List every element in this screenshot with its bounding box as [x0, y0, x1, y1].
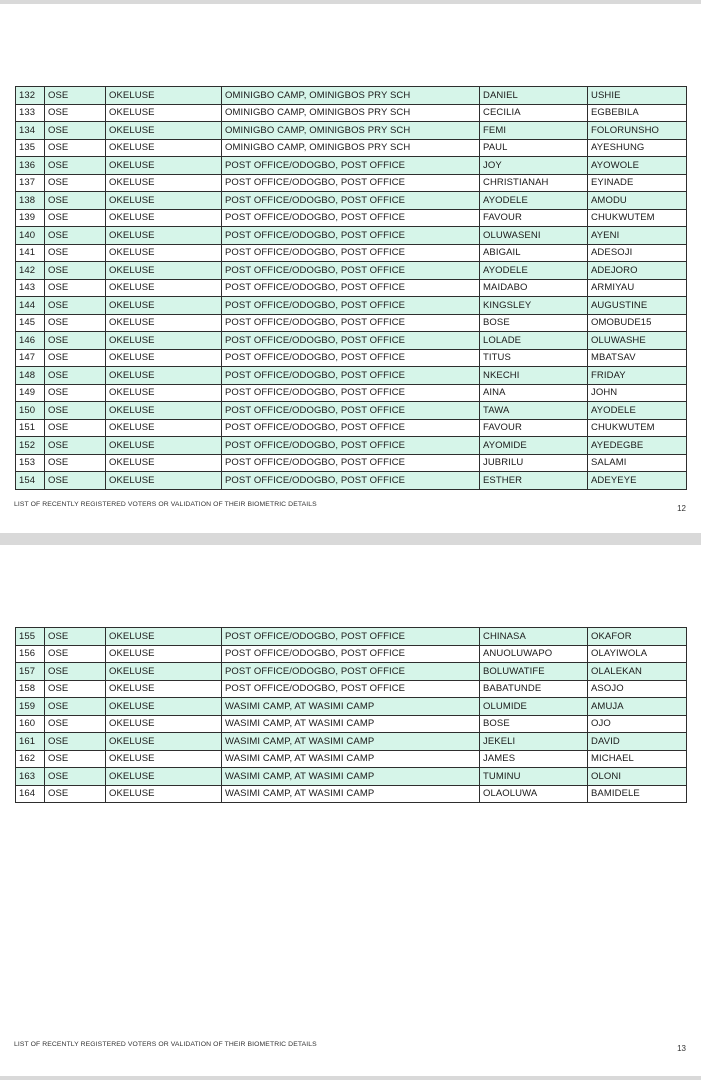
lga-cell: OSE	[45, 437, 106, 455]
first-name-cell: ABIGAIL	[480, 244, 588, 262]
lga-cell: OSE	[45, 698, 106, 716]
polling-unit-cell: POST OFFICE/ODOGBO, POST OFFICE	[222, 227, 480, 245]
ward-cell: OKELUSE	[106, 663, 222, 681]
table-row	[16, 715, 687, 733]
serial-number: 164	[16, 785, 45, 803]
last-name-cell: AUGUSTINE	[588, 297, 687, 315]
table-row	[16, 227, 687, 245]
page-number: 13	[677, 1044, 686, 1053]
last-name-cell: FOLORUNSHO	[588, 122, 687, 140]
ward-cell: OKELUSE	[106, 768, 222, 786]
lga-cell: OSE	[45, 104, 106, 122]
ward-cell: OKELUSE	[106, 645, 222, 663]
serial-number: 144	[16, 297, 45, 315]
first-name-cell: BOSE	[480, 314, 588, 332]
polling-unit-cell: POST OFFICE/ODOGBO, POST OFFICE	[222, 244, 480, 262]
serial-number: 158	[16, 680, 45, 698]
serial-number: 141	[16, 244, 45, 262]
table-row	[16, 174, 687, 192]
polling-unit-cell: POST OFFICE/ODOGBO, POST OFFICE	[222, 437, 480, 455]
lga-cell: OSE	[45, 174, 106, 192]
last-name-cell: BAMIDELE	[588, 785, 687, 803]
polling-unit-cell: POST OFFICE/ODOGBO, POST OFFICE	[222, 663, 480, 681]
polling-unit-cell: OMINIGBO CAMP, OMINIGBOS PRY SCH	[222, 104, 480, 122]
lga-cell: OSE	[45, 227, 106, 245]
first-name-cell: PAUL	[480, 139, 588, 157]
polling-unit-cell: POST OFFICE/ODOGBO, POST OFFICE	[222, 279, 480, 297]
serial-number: 149	[16, 384, 45, 402]
table-row	[16, 663, 687, 681]
ward-cell: OKELUSE	[106, 628, 222, 646]
ward-cell: OKELUSE	[106, 419, 222, 437]
first-name-cell: AYOMIDE	[480, 437, 588, 455]
lga-cell: OSE	[45, 645, 106, 663]
document-page-13	[0, 545, 701, 1076]
lga-cell: OSE	[45, 733, 106, 751]
ward-cell: OKELUSE	[106, 87, 222, 105]
polling-unit-cell: POST OFFICE/ODOGBO, POST OFFICE	[222, 174, 480, 192]
polling-unit-cell: POST OFFICE/ODOGBO, POST OFFICE	[222, 402, 480, 420]
first-name-cell: BOLUWATIFE	[480, 663, 588, 681]
lga-cell: OSE	[45, 332, 106, 350]
table-row	[16, 332, 687, 350]
first-name-cell: JUBRILU	[480, 454, 588, 472]
table-row	[16, 454, 687, 472]
voter-table	[15, 627, 687, 803]
last-name-cell: JOHN	[588, 384, 687, 402]
lga-cell: OSE	[45, 402, 106, 420]
last-name-cell: OLAYIWOLA	[588, 645, 687, 663]
serial-number: 155	[16, 628, 45, 646]
table-row	[16, 279, 687, 297]
lga-cell: OSE	[45, 419, 106, 437]
last-name-cell: FRIDAY	[588, 367, 687, 385]
serial-number: 147	[16, 349, 45, 367]
last-name-cell: OLONI	[588, 768, 687, 786]
table-row	[16, 750, 687, 768]
table-row	[16, 645, 687, 663]
polling-unit-cell: POST OFFICE/ODOGBO, POST OFFICE	[222, 472, 480, 490]
first-name-cell: AYODELE	[480, 192, 588, 210]
ward-cell: OKELUSE	[106, 174, 222, 192]
polling-unit-cell: POST OFFICE/ODOGBO, POST OFFICE	[222, 157, 480, 175]
lga-cell: OSE	[45, 279, 106, 297]
table-row	[16, 139, 687, 157]
polling-unit-cell: POST OFFICE/ODOGBO, POST OFFICE	[222, 209, 480, 227]
polling-unit-cell: WASIMI CAMP, AT WASIMI CAMP	[222, 750, 480, 768]
polling-unit-cell: WASIMI CAMP, AT WASIMI CAMP	[222, 733, 480, 751]
first-name-cell: NKECHI	[480, 367, 588, 385]
page-number: 12	[677, 504, 686, 513]
table-row	[16, 698, 687, 716]
last-name-cell: CHUKWUTEM	[588, 419, 687, 437]
serial-number: 148	[16, 367, 45, 385]
polling-unit-cell: WASIMI CAMP, AT WASIMI CAMP	[222, 785, 480, 803]
voter-table	[15, 86, 687, 490]
polling-unit-cell: POST OFFICE/ODOGBO, POST OFFICE	[222, 680, 480, 698]
serial-number: 150	[16, 402, 45, 420]
serial-number: 138	[16, 192, 45, 210]
page-footer: LIST OF RECENTLY REGISTERED VOTERS OR VALIDATION OF THEIR BIOMETRIC DETAILS	[14, 501, 317, 508]
ward-cell: OKELUSE	[106, 750, 222, 768]
serial-number: 135	[16, 139, 45, 157]
last-name-cell: ADEYEYE	[588, 472, 687, 490]
ward-cell: OKELUSE	[106, 454, 222, 472]
ward-cell: OKELUSE	[106, 332, 222, 350]
table-row	[16, 384, 687, 402]
lga-cell: OSE	[45, 785, 106, 803]
serial-number: 156	[16, 645, 45, 663]
lga-cell: OSE	[45, 297, 106, 315]
lga-cell: OSE	[45, 314, 106, 332]
serial-number: 132	[16, 87, 45, 105]
ward-cell: OKELUSE	[106, 472, 222, 490]
table-row	[16, 472, 687, 490]
table-row	[16, 367, 687, 385]
ward-cell: OKELUSE	[106, 192, 222, 210]
first-name-cell: CHINASA	[480, 628, 588, 646]
lga-cell: OSE	[45, 87, 106, 105]
lga-cell: OSE	[45, 680, 106, 698]
lga-cell: OSE	[45, 262, 106, 280]
polling-unit-cell: POST OFFICE/ODOGBO, POST OFFICE	[222, 454, 480, 472]
polling-unit-cell: POST OFFICE/ODOGBO, POST OFFICE	[222, 367, 480, 385]
first-name-cell: FAVOUR	[480, 419, 588, 437]
serial-number: 160	[16, 715, 45, 733]
last-name-cell: OLALEKAN	[588, 663, 687, 681]
last-name-cell: AYESHUNG	[588, 139, 687, 157]
ward-cell: OKELUSE	[106, 209, 222, 227]
serial-number: 159	[16, 698, 45, 716]
lga-cell: OSE	[45, 715, 106, 733]
serial-number: 157	[16, 663, 45, 681]
last-name-cell: ASOJO	[588, 680, 687, 698]
ward-cell: OKELUSE	[106, 680, 222, 698]
first-name-cell: AYODELE	[480, 262, 588, 280]
polling-unit-cell: POST OFFICE/ODOGBO, POST OFFICE	[222, 314, 480, 332]
ward-cell: OKELUSE	[106, 297, 222, 315]
table-row	[16, 628, 687, 646]
ward-cell: OKELUSE	[106, 402, 222, 420]
last-name-cell: AYODELE	[588, 402, 687, 420]
ward-cell: OKELUSE	[106, 437, 222, 455]
table-row	[16, 157, 687, 175]
lga-cell: OSE	[45, 139, 106, 157]
table-row	[16, 419, 687, 437]
last-name-cell: ARMIYAU	[588, 279, 687, 297]
first-name-cell: FEMI	[480, 122, 588, 140]
table-row	[16, 209, 687, 227]
lga-cell: OSE	[45, 367, 106, 385]
last-name-cell: MBATSAV	[588, 349, 687, 367]
first-name-cell: CECILIA	[480, 104, 588, 122]
serial-number: 146	[16, 332, 45, 350]
lga-cell: OSE	[45, 209, 106, 227]
ward-cell: OKELUSE	[106, 157, 222, 175]
table-row	[16, 104, 687, 122]
serial-number: 136	[16, 157, 45, 175]
ward-cell: OKELUSE	[106, 367, 222, 385]
polling-unit-cell: OMINIGBO CAMP, OMINIGBOS PRY SCH	[222, 139, 480, 157]
table-row	[16, 349, 687, 367]
last-name-cell: SALAMI	[588, 454, 687, 472]
polling-unit-cell: POST OFFICE/ODOGBO, POST OFFICE	[222, 349, 480, 367]
lga-cell: OSE	[45, 192, 106, 210]
last-name-cell: AYEDEGBE	[588, 437, 687, 455]
first-name-cell: TITUS	[480, 349, 588, 367]
polling-unit-cell: POST OFFICE/ODOGBO, POST OFFICE	[222, 645, 480, 663]
first-name-cell: BABATUNDE	[480, 680, 588, 698]
lga-cell: OSE	[45, 628, 106, 646]
polling-unit-cell: POST OFFICE/ODOGBO, POST OFFICE	[222, 419, 480, 437]
first-name-cell: ESTHER	[480, 472, 588, 490]
ward-cell: OKELUSE	[106, 715, 222, 733]
last-name-cell: AMUJA	[588, 698, 687, 716]
ward-cell: OKELUSE	[106, 279, 222, 297]
polling-unit-cell: POST OFFICE/ODOGBO, POST OFFICE	[222, 262, 480, 280]
first-name-cell: OLUWASENI	[480, 227, 588, 245]
last-name-cell: AYENI	[588, 227, 687, 245]
serial-number: 163	[16, 768, 45, 786]
first-name-cell: LOLADE	[480, 332, 588, 350]
lga-cell: OSE	[45, 384, 106, 402]
table-row	[16, 314, 687, 332]
serial-number: 142	[16, 262, 45, 280]
serial-number: 162	[16, 750, 45, 768]
polling-unit-cell: WASIMI CAMP, AT WASIMI CAMP	[222, 698, 480, 716]
first-name-cell: JOY	[480, 157, 588, 175]
lga-cell: OSE	[45, 663, 106, 681]
polling-unit-cell: OMINIGBO CAMP, OMINIGBOS PRY SCH	[222, 122, 480, 140]
last-name-cell: CHUKWUTEM	[588, 209, 687, 227]
last-name-cell: OLUWASHE	[588, 332, 687, 350]
serial-number: 154	[16, 472, 45, 490]
lga-cell: OSE	[45, 122, 106, 140]
last-name-cell: DAVID	[588, 733, 687, 751]
last-name-cell: OMOBUDE15	[588, 314, 687, 332]
ward-cell: OKELUSE	[106, 314, 222, 332]
first-name-cell: TAWA	[480, 402, 588, 420]
last-name-cell: MICHAEL	[588, 750, 687, 768]
table-row	[16, 87, 687, 105]
polling-unit-cell: POST OFFICE/ODOGBO, POST OFFICE	[222, 192, 480, 210]
document-page-12	[0, 4, 701, 533]
ward-cell: OKELUSE	[106, 698, 222, 716]
last-name-cell: USHIE	[588, 87, 687, 105]
table-row	[16, 785, 687, 803]
table-row	[16, 122, 687, 140]
last-name-cell: EGBEBILA	[588, 104, 687, 122]
ward-cell: OKELUSE	[106, 733, 222, 751]
lga-cell: OSE	[45, 768, 106, 786]
polling-unit-cell: WASIMI CAMP, AT WASIMI CAMP	[222, 715, 480, 733]
first-name-cell: JAMES	[480, 750, 588, 768]
page-footer: LIST OF RECENTLY REGISTERED VOTERS OR VALIDATION OF THEIR BIOMETRIC DETAILS	[14, 1041, 317, 1048]
ward-cell: OKELUSE	[106, 349, 222, 367]
last-name-cell: AYOWOLE	[588, 157, 687, 175]
first-name-cell: BOSE	[480, 715, 588, 733]
table-row	[16, 733, 687, 751]
first-name-cell: FAVOUR	[480, 209, 588, 227]
polling-unit-cell: POST OFFICE/ODOGBO, POST OFFICE	[222, 332, 480, 350]
serial-number: 161	[16, 733, 45, 751]
serial-number: 134	[16, 122, 45, 140]
ward-cell: OKELUSE	[106, 262, 222, 280]
table-row	[16, 768, 687, 786]
polling-unit-cell: POST OFFICE/ODOGBO, POST OFFICE	[222, 297, 480, 315]
serial-number: 139	[16, 209, 45, 227]
lga-cell: OSE	[45, 750, 106, 768]
polling-unit-cell: OMINIGBO CAMP, OMINIGBOS PRY SCH	[222, 87, 480, 105]
table-row	[16, 297, 687, 315]
serial-number: 145	[16, 314, 45, 332]
ward-cell: OKELUSE	[106, 122, 222, 140]
serial-number: 143	[16, 279, 45, 297]
table-row	[16, 402, 687, 420]
first-name-cell: MAIDABO	[480, 279, 588, 297]
first-name-cell: TUMINU	[480, 768, 588, 786]
polling-unit-cell: POST OFFICE/ODOGBO, POST OFFICE	[222, 628, 480, 646]
last-name-cell: OKAFOR	[588, 628, 687, 646]
lga-cell: OSE	[45, 454, 106, 472]
lga-cell: OSE	[45, 349, 106, 367]
last-name-cell: OJO	[588, 715, 687, 733]
table-row	[16, 262, 687, 280]
first-name-cell: ANUOLUWAPO	[480, 645, 588, 663]
last-name-cell: AMODU	[588, 192, 687, 210]
last-name-cell: ADEJORO	[588, 262, 687, 280]
serial-number: 133	[16, 104, 45, 122]
polling-unit-cell: WASIMI CAMP, AT WASIMI CAMP	[222, 768, 480, 786]
ward-cell: OKELUSE	[106, 139, 222, 157]
serial-number: 140	[16, 227, 45, 245]
first-name-cell: CHRISTIANAH	[480, 174, 588, 192]
ward-cell: OKELUSE	[106, 227, 222, 245]
first-name-cell: OLAOLUWA	[480, 785, 588, 803]
last-name-cell: ADESOJI	[588, 244, 687, 262]
serial-number: 137	[16, 174, 45, 192]
table-row	[16, 192, 687, 210]
first-name-cell: DANIEL	[480, 87, 588, 105]
first-name-cell: JEKELI	[480, 733, 588, 751]
ward-cell: OKELUSE	[106, 785, 222, 803]
lga-cell: OSE	[45, 157, 106, 175]
table-row	[16, 437, 687, 455]
ward-cell: OKELUSE	[106, 384, 222, 402]
lga-cell: OSE	[45, 244, 106, 262]
first-name-cell: OLUMIDE	[480, 698, 588, 716]
table-row	[16, 680, 687, 698]
serial-number: 153	[16, 454, 45, 472]
ward-cell: OKELUSE	[106, 244, 222, 262]
lga-cell: OSE	[45, 472, 106, 490]
table-row	[16, 244, 687, 262]
ward-cell: OKELUSE	[106, 104, 222, 122]
first-name-cell: KINGSLEY	[480, 297, 588, 315]
polling-unit-cell: POST OFFICE/ODOGBO, POST OFFICE	[222, 384, 480, 402]
first-name-cell: AINA	[480, 384, 588, 402]
serial-number: 151	[16, 419, 45, 437]
last-name-cell: EYINADE	[588, 174, 687, 192]
serial-number: 152	[16, 437, 45, 455]
